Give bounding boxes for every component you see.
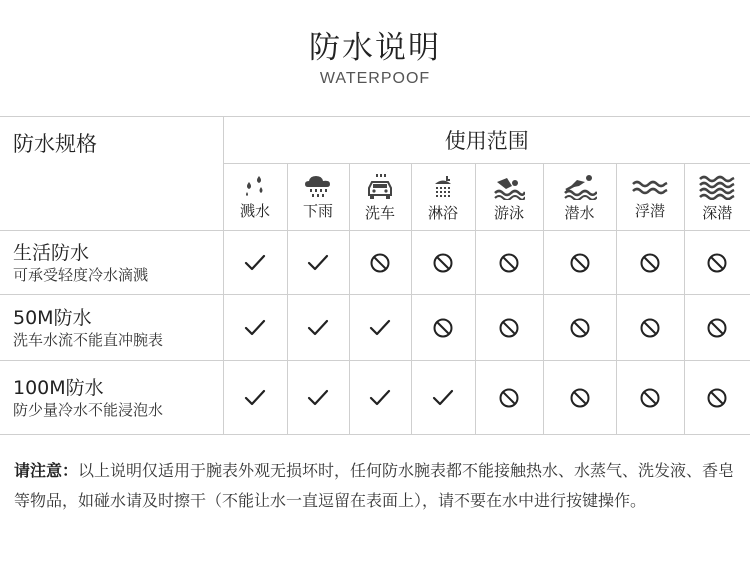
scenario-dive — [543, 164, 616, 231]
notice-text: 以上说明仅适用于腕表外观无损坏时，任何防水腕表都不能接触热水、水蒸气、洗发液、香皂等物品，如碰水请及时擦干（不能让水一直逗留在表面上），请不要在水中进行按键操作。 — [14, 461, 735, 510]
check-icon — [368, 386, 392, 410]
shower-icon — [427, 174, 459, 200]
mark-cell — [543, 231, 616, 295]
row-title: 生活防水 — [13, 241, 90, 264]
prohibited-icon — [568, 316, 592, 340]
page-title: 防水说明 — [309, 30, 441, 66]
scenario-snorkel — [616, 164, 684, 231]
row-spec — [0, 361, 223, 435]
check-icon — [243, 316, 267, 340]
check-icon — [306, 386, 330, 410]
mark-cell — [411, 231, 475, 295]
header-scope: 使用范围 — [223, 117, 750, 164]
mark-cell — [475, 295, 543, 361]
prohibited-icon — [497, 386, 521, 410]
row-title: 50M防水 — [13, 306, 92, 329]
prohibited-icon — [368, 251, 392, 275]
mark-cell — [349, 295, 411, 361]
check-icon — [306, 251, 330, 275]
scenario-label: 浮潜 — [634, 202, 665, 220]
mark-cell — [287, 361, 349, 435]
table-row — [0, 361, 750, 435]
mark-cell — [475, 361, 543, 435]
mark-cell — [543, 361, 616, 435]
mark-cell — [349, 361, 411, 435]
prohibited-icon — [431, 316, 455, 340]
notice — [14, 456, 740, 516]
scenario-label: 下雨 — [302, 202, 333, 220]
scenario-swim — [475, 164, 543, 231]
check-icon — [306, 316, 330, 340]
prohibited-icon — [638, 251, 662, 275]
deep-diving-waves-icon — [698, 174, 736, 200]
mark-cell — [287, 231, 349, 295]
header-spec: 防水规格 — [0, 117, 223, 231]
scenario-label: 潜水 — [564, 204, 595, 222]
check-icon — [243, 251, 267, 275]
prohibited-icon — [568, 386, 592, 410]
prohibited-icon — [638, 386, 662, 410]
mark-cell — [543, 295, 616, 361]
row-desc: 可承受轻度冷水滴溅 — [13, 265, 149, 284]
scenario-label: 深潜 — [702, 204, 733, 222]
scenario-deepdive — [684, 164, 750, 231]
row-desc: 防少量冷水不能浸泡水 — [13, 400, 164, 419]
mark-cell — [684, 295, 750, 361]
mark-cell — [223, 295, 287, 361]
mark-cell — [411, 295, 475, 361]
table-row — [0, 295, 750, 361]
row-spec — [0, 295, 223, 361]
row-desc: 洗车水流不能直冲腕表 — [13, 330, 164, 349]
mark-cell — [411, 361, 475, 435]
check-icon — [368, 316, 392, 340]
mark-cell — [349, 231, 411, 295]
prohibited-icon — [497, 251, 521, 275]
mark-cell — [684, 361, 750, 435]
prohibited-icon — [568, 251, 592, 275]
scenario-carwash — [349, 164, 411, 231]
mark-cell — [616, 231, 684, 295]
prohibited-icon — [705, 316, 729, 340]
row-spec — [0, 231, 223, 295]
check-icon — [431, 386, 455, 410]
snorkeling-waves-icon — [631, 174, 669, 198]
scenario-rain — [287, 164, 349, 231]
prohibited-icon — [705, 251, 729, 275]
rain-cloud-icon — [302, 174, 334, 198]
swimming-icon — [493, 174, 525, 200]
scenario-label: 淋浴 — [427, 204, 458, 222]
page-subtitle: WATERPOOF — [319, 70, 431, 87]
waterproof-table — [0, 116, 750, 435]
car-wash-icon — [364, 174, 396, 200]
mark-cell — [684, 231, 750, 295]
scenario-label: 溅水 — [239, 202, 270, 220]
mark-cell — [223, 231, 287, 295]
mark-cell — [475, 231, 543, 295]
mark-cell — [223, 361, 287, 435]
scenario-shower — [411, 164, 475, 231]
water-drops-icon — [239, 174, 271, 198]
prohibited-icon — [638, 316, 662, 340]
table-row — [0, 231, 750, 295]
prohibited-icon — [705, 386, 729, 410]
mark-cell — [287, 295, 349, 361]
scenario-splash — [223, 164, 287, 231]
mark-cell — [616, 361, 684, 435]
mark-cell — [616, 295, 684, 361]
prohibited-icon — [431, 251, 455, 275]
check-icon — [243, 386, 267, 410]
diving-icon — [563, 174, 597, 200]
notice-label: 请注意： — [14, 461, 79, 480]
scenario-label: 游泳 — [493, 204, 524, 222]
scenario-label: 洗车 — [364, 204, 395, 222]
prohibited-icon — [497, 316, 521, 340]
row-title: 100M防水 — [13, 376, 104, 399]
